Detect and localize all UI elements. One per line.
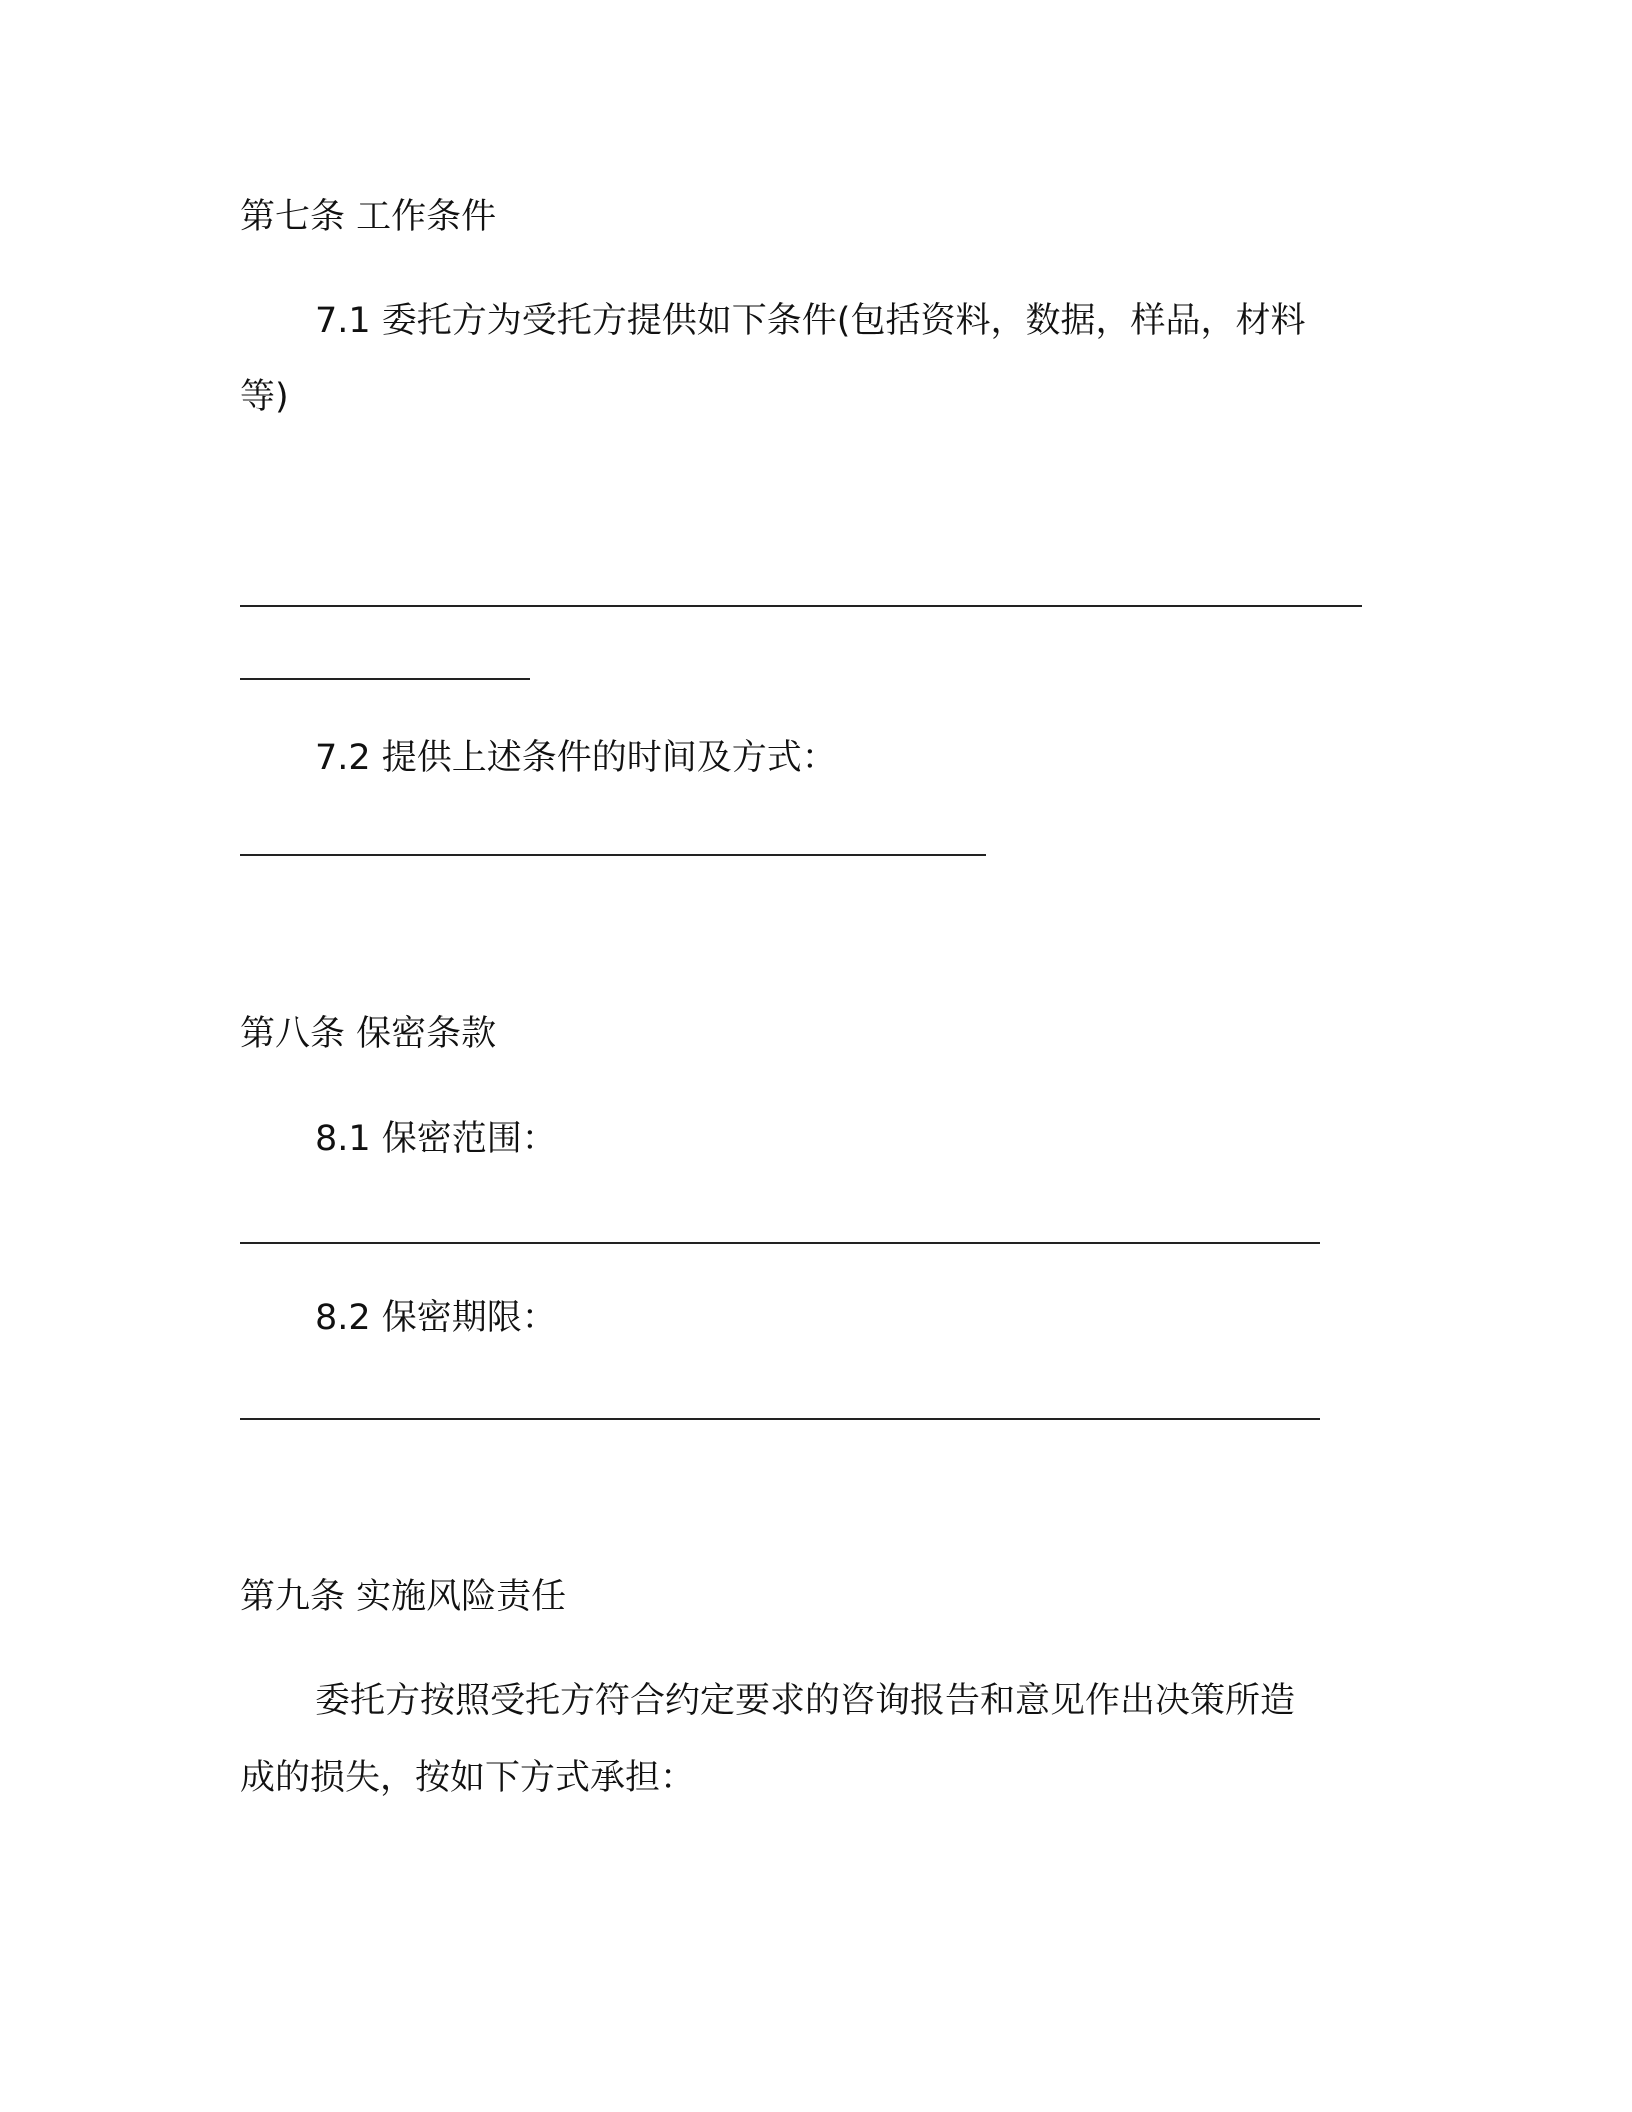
item-8-2-text: 8.2 保密期限： — [315, 1298, 557, 1338]
item-7-1-text: 7.1 委托方为受托方提供如下条件(包括资料，数据，样品，材料 — [315, 301, 1306, 341]
article-7-heading: 第七条 工作条件 — [240, 197, 497, 237]
fill-in-blank-7-2[interactable] — [240, 854, 986, 856]
article-9-heading: 第九条 实施风险责任 — [240, 1577, 567, 1617]
article-8-heading: 第八条 保密条款 — [240, 1014, 497, 1054]
item-7-1-text-continued: 等) — [240, 377, 289, 417]
fill-in-blank-8-1[interactable] — [240, 1242, 1320, 1244]
fill-in-blank-7-1-b[interactable] — [240, 678, 530, 680]
article-9-body: 委托方按照受托方符合约定要求的咨询报告和意见作出决策所造 — [315, 1681, 1296, 1721]
item-8-1-text: 8.1 保密范围： — [315, 1119, 557, 1159]
fill-in-blank-8-2[interactable] — [240, 1418, 1320, 1420]
item-7-2-text: 7.2 提供上述条件的时间及方式： — [315, 738, 837, 778]
article-9-body-continued: 成的损失，按如下方式承担： — [240, 1758, 696, 1798]
fill-in-blank-7-1-a[interactable] — [240, 605, 1362, 607]
